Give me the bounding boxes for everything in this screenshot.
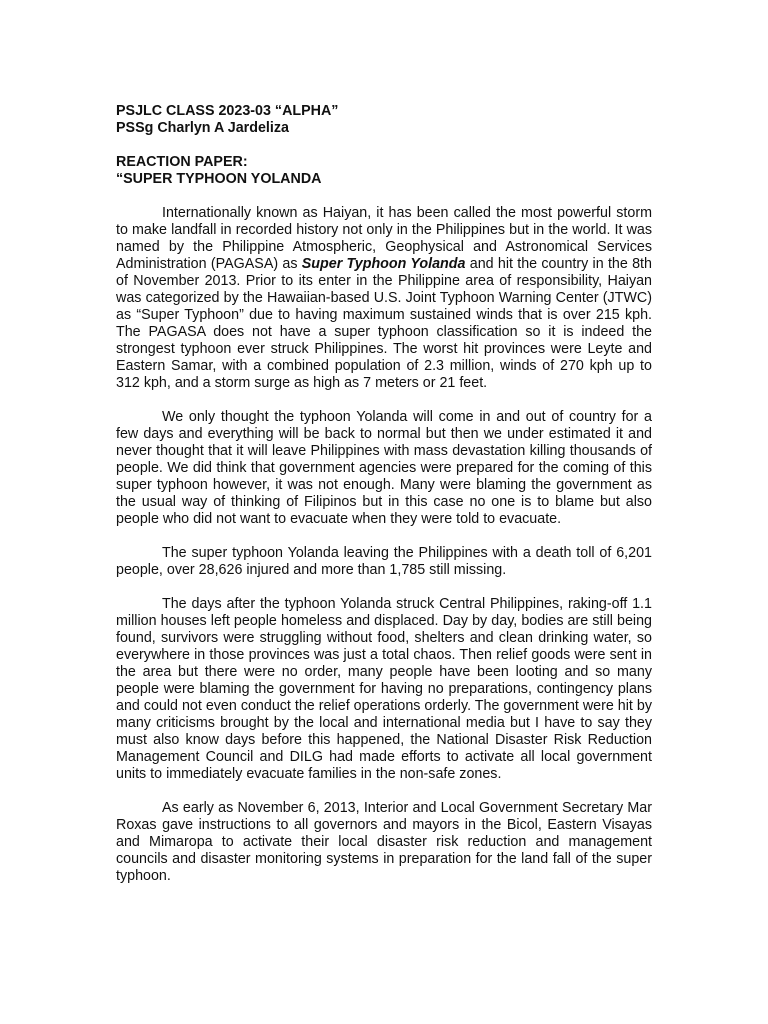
author-header — [116, 103, 652, 137]
paper-subject-heading: “SUPER TYPHOON YOLANDA — [116, 171, 322, 187]
paragraph-intro — [116, 205, 652, 392]
paragraph-aftermath: The days after the typhoon Yolanda struck Central Philippines, raking-off 1.1 million houses left people homeless and displaced. Day by day, bodies are still being found, survivors were struggling without food, shelters and clean drinking water, so everywhere in those provinces was just a total chaos. Then relief goods were sent in the area but there were no order, many people have been looting and so many people were blaming the government for having no preparations, contingency plans and could not even conduct the relief operations orderly. The government were hit by many criticisms brought by the local and international media but I have to say they must also know days before this happened, the National Disaster Risk Reduction Management Council and DILG had made efforts to activate all local government units to immediately evacuate families in the non-safe zones. — [116, 596, 652, 782]
paragraph-intro-text-before: Internationally known as Haiyan, it has been called the most powerful storm to make landfall in recorded history not only in the Philippines but in the world. It was named by the Philippine Atmospheric, Geophysical and Astronomical Services Administration (PAGASA) as — [116, 205, 652, 272]
paper-type-heading: REACTION PAPER: — [116, 154, 248, 170]
paragraph-intro-text-after: and hit the country in the 8th of November 2013. Prior to its enter in the Philippine area of responsibility, Haiyan was categorized by the Hawaiian-based U.S. Joint Typhoon Warning Center (JTWC) as “Super Typhoon” due to having maximum sustained winds that is over 215 kph. The PAGASA does not have a super typhoon classification so it is indeed the strongest typhoon ever struck Philippines. The worst hit provinces were Leyte and Eastern Samar, with a combined population of 2.3 million, winds of 270 kph up to 312 kph, and a storm surge as high as 7 meters or 21 feet. — [116, 256, 652, 391]
paragraph-expectation: We only thought the typhoon Yolanda will come in and out of country for a few days and everything will be back to normal but then we under estimated it and never thought that it will leave Philippines with mass devastation killing thousands of people. We did think that government agencies were prepared for the coming of this super typhoon however, it was not enough. Many were blaming the government as the usual way of thinking of Filipinos but in this case no one is to blame but also people who did not want to evacuate when they were told to evacuate. — [116, 409, 652, 527]
class-line: PSJLC CLASS 2023-03 “ALPHA” — [116, 103, 339, 119]
author-line: PSSg Charlyn A Jardeliza — [116, 120, 289, 136]
paragraph-preparations: As early as November 6, 2013, Interior and Local Government Secretary Mar Roxas gave instructions to all governors and mayors in the Bicol, Eastern Visayas and Mimaropa to activate their local disaster risk reduction and management councils and disaster monitoring systems in preparation for the land fall of the super typhoon. — [116, 800, 652, 884]
paragraph-intro-emphasis: Super Typhoon Yolanda — [301, 256, 466, 272]
title-block — [116, 154, 652, 188]
paragraph-death-toll: The super typhoon Yolanda leaving the Philippines with a death toll of 6,201 people, over 28,626 injured and more than 1,785 still missing. — [116, 545, 652, 578]
document-body — [116, 103, 652, 885]
